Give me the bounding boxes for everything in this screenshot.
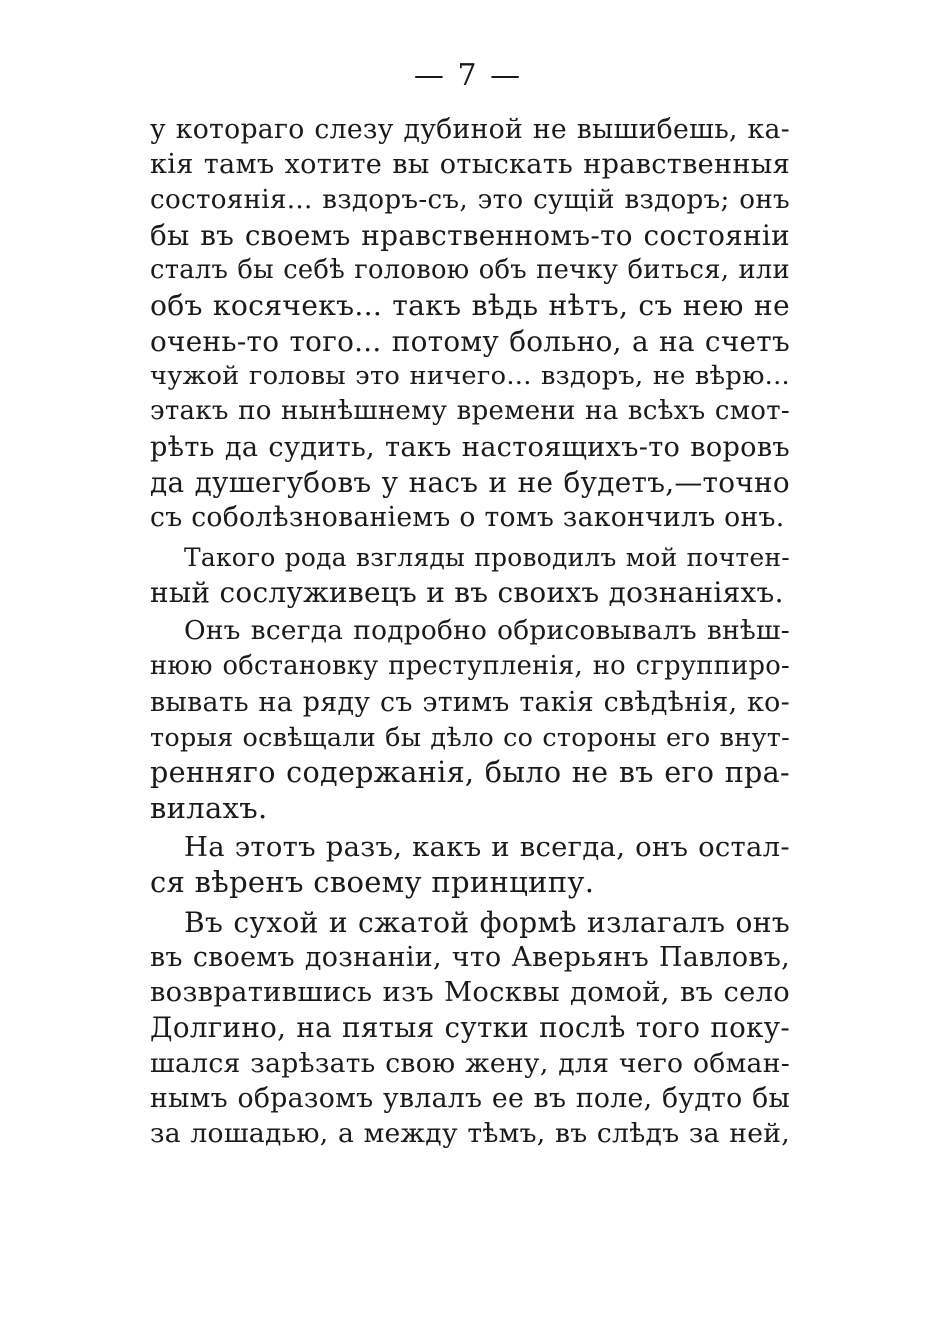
text-line: вывать на ряду съ этимъ такія свѣдѣнія, ко-	[150, 686, 790, 718]
text-line: у котораго слезу дубиной не вышибешь, ка-	[150, 114, 790, 145]
text-line: этакъ по нынѣшнему времени на всѣхъ смот-	[150, 396, 790, 427]
text-line: возвратившись изъ Москвы домой, въ село	[150, 977, 790, 1009]
page-number: — 7 —	[413, 58, 523, 93]
text-line: ренняго содержанія, было не въ его пра-	[150, 755, 790, 790]
text-line: рѣть да судить, такъ настоящихъ-то воровъ	[150, 431, 790, 463]
text-line: вилахъ.	[150, 790, 268, 825]
text-line: сталъ бы себѣ головою объ печку биться, или	[150, 255, 790, 286]
text-line: Онъ всегда подробно обрисовывалъ внѣш-	[184, 616, 790, 647]
text-line: Долгино, на пятыя сутки послѣ того поку-	[150, 1011, 790, 1045]
text-line: Въ сухой и сжатой формѣ излагалъ онъ	[184, 905, 790, 939]
text-line: Такого рода взгляды проводилъ мой почтен-	[184, 542, 790, 572]
text-line: объ косячекъ... такъ вѣдь нѣтъ, съ нею не	[150, 289, 790, 323]
text-line: нымъ образомъ увлалъ ее въ поле, будто бы	[150, 1083, 790, 1115]
text-line: за лошадью, а между тѣмъ, въ слѣдъ за ней,	[150, 1118, 790, 1150]
text-line: На этотъ разъ, какъ и всегда, онъ остал-	[184, 831, 790, 863]
text-line: ный сослуживецъ и въ своихъ дознаніяхъ.	[150, 575, 784, 609]
text-line: нюю обстановку преступленія, но сгруппиро-	[150, 651, 790, 682]
body-text	[150, 112, 790, 1152]
text-line: очень-то того... потому больно, а на счетъ	[150, 324, 790, 358]
text-line: ся вѣренъ своему принципу.	[150, 865, 595, 900]
text-line: въ своемъ дознаніи, что Аверьянъ Павловъ,	[150, 941, 790, 973]
text-line: чужой головы это ничего... вздоръ, не вѣрю...	[150, 361, 790, 392]
text-line: состоянія... вздоръ-съ, это сущій вздоръ; онъ	[150, 184, 790, 215]
text-line: съ соболѣзнованіемъ о томъ закончилъ онъ.	[150, 502, 785, 534]
text-line: шался зарѣзать свою жену, для чего обман-	[150, 1047, 790, 1079]
text-line: да душегубовъ у насъ и не будетъ,—точно	[150, 465, 790, 499]
text-line: кія тамъ хотите вы отыскать нравственныя	[150, 149, 790, 181]
text-line: бы въ своемъ нравственномъ-то состояніи	[150, 218, 790, 252]
text-line: торыя освѣщали бы дѣло со стороны его внут-	[150, 722, 790, 753]
